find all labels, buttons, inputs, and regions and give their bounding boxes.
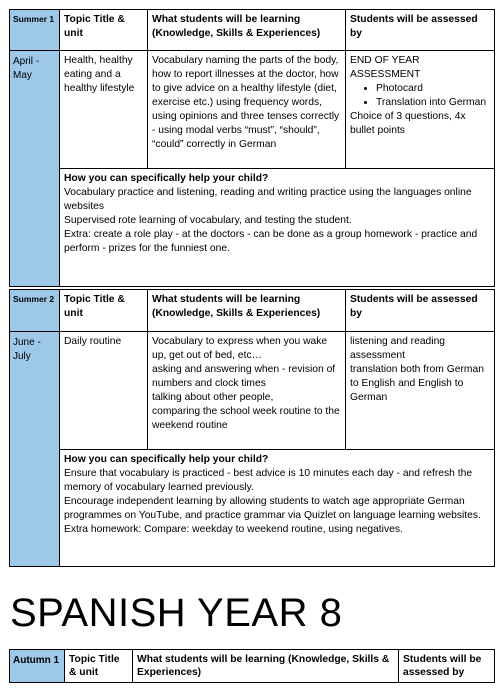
topic-header: Topic Title & unit: [60, 290, 148, 332]
topic-cell: Health, healthy eating and a healthy lifestyle: [60, 51, 148, 169]
help-title: How you can specifically help your child?: [64, 173, 269, 184]
term-label: Summer 1: [10, 10, 60, 51]
help-cell: [60, 450, 495, 567]
summer-2-table: [9, 289, 495, 567]
assessment-list: [350, 82, 490, 110]
help-title: How you can specifically help your child?: [64, 454, 269, 465]
dates-label: June - July: [13, 337, 41, 362]
term-label: Summer 2: [10, 290, 60, 332]
assessment-cell: [346, 51, 495, 169]
assessment-note: Choice of 3 questions, 4x bullet points: [350, 111, 466, 136]
dates-cell: [10, 332, 60, 567]
dates-cell: [10, 51, 60, 287]
learning-line: talking about other people,: [152, 392, 274, 403]
topic-cell: Daily routine: [60, 332, 148, 450]
term-label: Autumn 1: [10, 650, 65, 683]
help-line: Extra homework: Compare: weekday to weekend routine, using negatives.: [64, 524, 403, 535]
help-line: Vocabulary practice and listening, reading and writing practice using the languages online websites: [64, 187, 472, 212]
help-line: Supervised rote learning of vocabulary, and testing the student.: [64, 215, 352, 226]
assessed-header: Students will be assessed by: [346, 10, 495, 51]
topic-header: Topic Title & unit: [60, 10, 148, 51]
help-cell: [60, 169, 495, 287]
page-title: SPANISH YEAR 8: [10, 591, 343, 635]
help-line: Ensure that vocabulary is practiced - best advice is 10 minutes each day - and refresh the memory of vocabulary learned previously.: [64, 468, 473, 493]
assessed-header: Students will be assessed by: [346, 290, 495, 332]
help-line: Encourage independent learning by allowing students to watch age appropriate German programmes on YouTube, and practice grammar via Quizlet on language learning websites.: [64, 496, 481, 521]
learning-header: What students will be learning (Knowledge, Skills & Experiences): [148, 290, 346, 332]
learning-line: asking and answering when - revision of numbers and clock times: [152, 364, 336, 389]
assessment-item: • Photocard: [376, 82, 490, 96]
summer-1-table: [9, 9, 495, 287]
learning-line: comparing the school week routine to the weekend routine: [152, 406, 340, 431]
assessment-item: • Translation into German: [376, 96, 490, 110]
learning-line: Vocabulary to express when you wake up, get out of bed, etc…: [152, 336, 328, 361]
learning-header: What students will be learning (Knowledge, Skills & Experiences): [133, 650, 399, 683]
help-line: Extra: create a role play - at the doctors - can be done as a group homework - practice and perform - prizes for the funniest one.: [64, 229, 478, 254]
assessment-cell: [346, 332, 495, 450]
assessment-line: listening and reading assessment: [350, 336, 446, 361]
assessed-header: Students will be assessed by: [399, 650, 495, 683]
assessment-line: translation both from German to English and English to German: [350, 364, 484, 403]
learning-header: What students will be learning (Knowledge, Skills & Experiences): [148, 10, 346, 51]
spanish-header-table: [9, 649, 495, 683]
topic-header: Topic Title & unit: [65, 650, 133, 683]
assessment-heading: END OF YEAR ASSESSMENT: [350, 55, 421, 80]
learning-cell: [148, 332, 346, 450]
learning-cell: Vocabulary naming the parts of the body, how to report illnesses at the doctor, how to give advice on a healthy lifestyle (diet, exercise etc.) using frequency words, using opinions and three tenses correctly - using modal verbs “must”, “should”, “could” correctly in German: [148, 51, 346, 169]
dates-label: April - May: [13, 56, 40, 81]
